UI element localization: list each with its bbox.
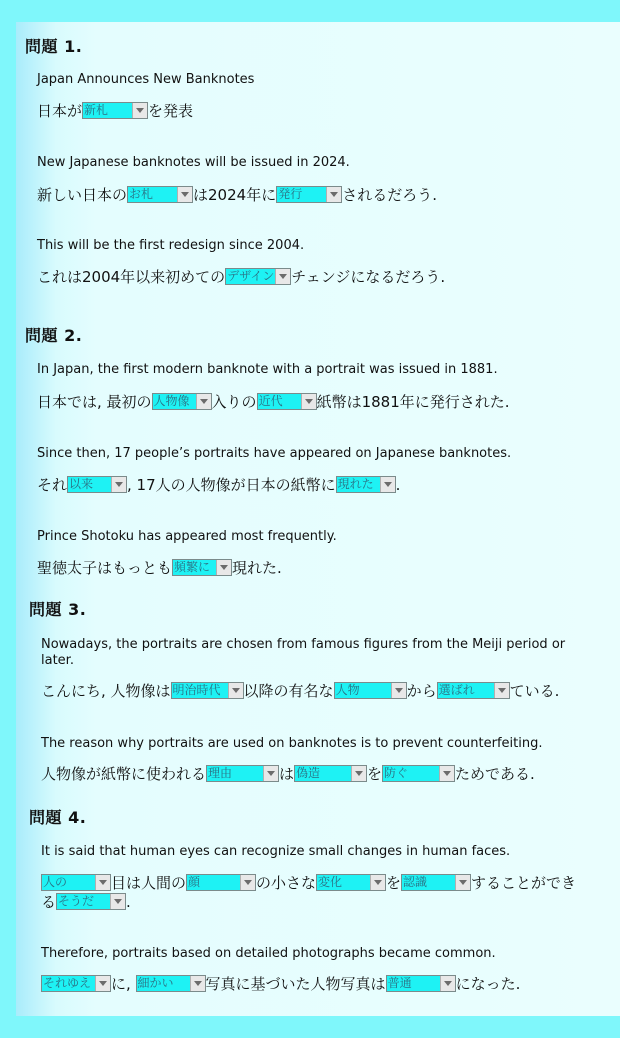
text-fragment: 入りの <box>211 393 257 411</box>
q3-s2-japanese <box>41 763 535 785</box>
text-fragment: チェンジになるだろう. <box>291 268 446 286</box>
text-fragment: ためである. <box>455 765 535 783</box>
text-fragment: 以降の有名な <box>243 682 334 700</box>
q4-s1-english: It is said that human eyes can recognize small changes in human faces. <box>41 844 511 859</box>
select-value: 細かい <box>137 976 174 990</box>
answer-select[interactable] <box>136 975 206 992</box>
answer-select[interactable] <box>206 765 279 782</box>
q1-s3-japanese <box>37 266 445 288</box>
answer-select[interactable] <box>382 765 455 782</box>
select-value: 人物 <box>335 683 360 697</box>
select-value: 選ばれ <box>438 683 475 697</box>
q4-s1-japanese-line2 <box>41 891 131 913</box>
select-value: 以来 <box>69 477 94 491</box>
answer-select[interactable] <box>152 393 212 410</box>
chevron-down-icon <box>190 976 205 991</box>
q2-s1-japanese <box>37 391 510 413</box>
chevron-down-icon <box>455 875 470 890</box>
chevron-down-icon <box>370 875 385 890</box>
text-fragment: 新しい日本の <box>37 186 128 204</box>
answer-select[interactable] <box>41 975 111 992</box>
chevron-down-icon <box>132 103 147 118</box>
answer-select[interactable] <box>386 975 456 992</box>
q2-s3-japanese <box>37 557 282 579</box>
select-value: 近代 <box>258 394 283 408</box>
chevron-down-icon <box>301 394 316 409</box>
question-4-title: 問題 4. <box>29 808 87 827</box>
text-fragment: ている. <box>509 682 560 700</box>
select-value: 明治時代 <box>172 683 221 697</box>
select-value: 発行 <box>278 187 303 201</box>
chevron-down-icon <box>177 187 192 202</box>
select-value: 新札 <box>84 103 109 117</box>
answer-select[interactable] <box>276 186 342 203</box>
chevron-down-icon <box>494 683 509 698</box>
text-fragment: 日本が <box>37 102 83 120</box>
chevron-down-icon <box>228 683 243 698</box>
exercise-panel <box>16 22 620 1016</box>
select-value: 顔 <box>188 875 201 889</box>
text-fragment: することができ <box>471 874 577 892</box>
select-value: デザイン <box>227 269 275 283</box>
select-value: 人物像 <box>153 394 190 408</box>
answer-select[interactable] <box>172 559 232 576</box>
chevron-down-icon <box>440 976 455 991</box>
select-value: 偽造 <box>296 766 321 780</box>
answer-select[interactable] <box>401 874 471 891</box>
chevron-down-icon <box>391 683 406 698</box>
text-fragment: それ <box>37 476 68 494</box>
answer-select[interactable] <box>336 476 396 493</box>
text-fragment: になった. <box>455 975 521 993</box>
answer-select[interactable] <box>334 682 407 699</box>
answer-select[interactable] <box>437 682 510 699</box>
chevron-down-icon <box>196 394 211 409</box>
text-fragment: を発表 <box>148 102 194 120</box>
q2-s1-english: In Japan, the first modern banknote with a portrait was issued in 1881. <box>37 362 498 377</box>
select-value: そうだ <box>58 894 95 908</box>
chevron-down-icon <box>275 269 290 284</box>
text-fragment: これは2004年以来初めての <box>37 268 226 286</box>
chevron-down-icon <box>263 766 278 781</box>
q1-s2-english: New Japanese banknotes will be issued in 2024. <box>37 155 350 170</box>
answer-select[interactable] <box>67 476 127 493</box>
answer-select[interactable] <box>294 765 367 782</box>
answer-select[interactable] <box>41 874 111 891</box>
text-fragment: を <box>386 874 402 892</box>
text-fragment: は <box>279 765 295 783</box>
select-value: 頻繁に <box>174 560 211 574</box>
text-fragment: 目は人間の <box>111 874 187 892</box>
chevron-down-icon <box>110 894 125 909</box>
text-fragment: 日本では, 最初の <box>37 393 152 411</box>
select-value: 理由 <box>208 766 233 780</box>
answer-select[interactable] <box>127 186 193 203</box>
text-fragment: こんにち, 人物像は <box>41 682 171 700</box>
q3-s1-japanese <box>41 680 559 702</box>
answer-select[interactable] <box>225 268 291 285</box>
select-value: それゆえ <box>43 976 92 990</box>
q1-s1-japanese <box>37 100 193 122</box>
q1-s1-english: Japan Announces New Banknotes <box>37 72 255 87</box>
text-fragment: から <box>406 682 437 700</box>
chevron-down-icon <box>240 875 255 890</box>
text-fragment: を <box>367 765 383 783</box>
question-2-title: 問題 2. <box>25 326 83 345</box>
text-fragment: 紙幣は1881年に発行された. <box>316 393 510 411</box>
chevron-down-icon <box>111 477 126 492</box>
text-fragment: . <box>395 476 401 494</box>
q1-s3-english: This will be the first redesign since 2004. <box>37 238 305 253</box>
select-value: 認識 <box>403 875 428 889</box>
text-fragment: に, <box>111 975 136 993</box>
q4-s2-japanese <box>41 973 520 995</box>
text-fragment: 聖徳太子はもっとも <box>37 559 173 577</box>
text-fragment: は2024年に <box>193 186 277 204</box>
select-value: 現れた <box>337 477 374 491</box>
chevron-down-icon <box>326 187 341 202</box>
select-value: 防ぐ <box>384 766 409 780</box>
text-fragment: されるだろう. <box>342 186 437 204</box>
q4-s2-english: Therefore, portraits based on detailed photographs became common. <box>41 946 496 961</box>
chevron-down-icon <box>351 766 366 781</box>
answer-select[interactable] <box>186 874 256 891</box>
q2-s2-japanese <box>37 474 400 496</box>
text-fragment: る <box>41 893 57 911</box>
text-fragment: の小さな <box>256 874 317 892</box>
text-fragment: , 17人の人物像が日本の紙幣に <box>127 476 336 494</box>
answer-select[interactable] <box>171 682 244 699</box>
select-value: 普通 <box>387 976 412 990</box>
chevron-down-icon <box>216 560 231 575</box>
text-fragment: 写真に基づいた人物写真は <box>205 975 386 993</box>
chevron-down-icon <box>95 875 110 890</box>
question-3-title: 問題 3. <box>29 600 87 619</box>
chevron-down-icon <box>439 766 454 781</box>
text-fragment: 現れた. <box>232 559 282 577</box>
answer-select[interactable] <box>56 893 126 910</box>
answer-select[interactable] <box>257 393 317 410</box>
select-value: お札 <box>129 187 154 201</box>
select-value: 変化 <box>318 875 343 889</box>
select-value: 人の <box>43 875 68 889</box>
q3-s1-english: Nowadays, the portraits are chosen from famous figures from the Meiji period or later. <box>41 637 566 668</box>
answer-select[interactable] <box>82 102 148 119</box>
answer-select[interactable] <box>316 874 386 891</box>
q2-s2-english: Since then, 17 people’s portraits have appeared on Japanese banknotes. <box>37 446 512 461</box>
chevron-down-icon <box>380 477 395 492</box>
q3-s2-english: The reason why portraits are used on banknotes is to prevent counterfeiting. <box>41 736 543 751</box>
chevron-down-icon <box>95 976 110 991</box>
text-fragment: 人物像が紙幣に使われる <box>41 765 207 783</box>
text-fragment: . <box>126 893 131 911</box>
question-1-title: 問題 1. <box>25 37 83 56</box>
q2-s3-english: Prince Shotoku has appeared most frequently. <box>37 529 337 544</box>
q1-s2-japanese <box>37 184 437 206</box>
